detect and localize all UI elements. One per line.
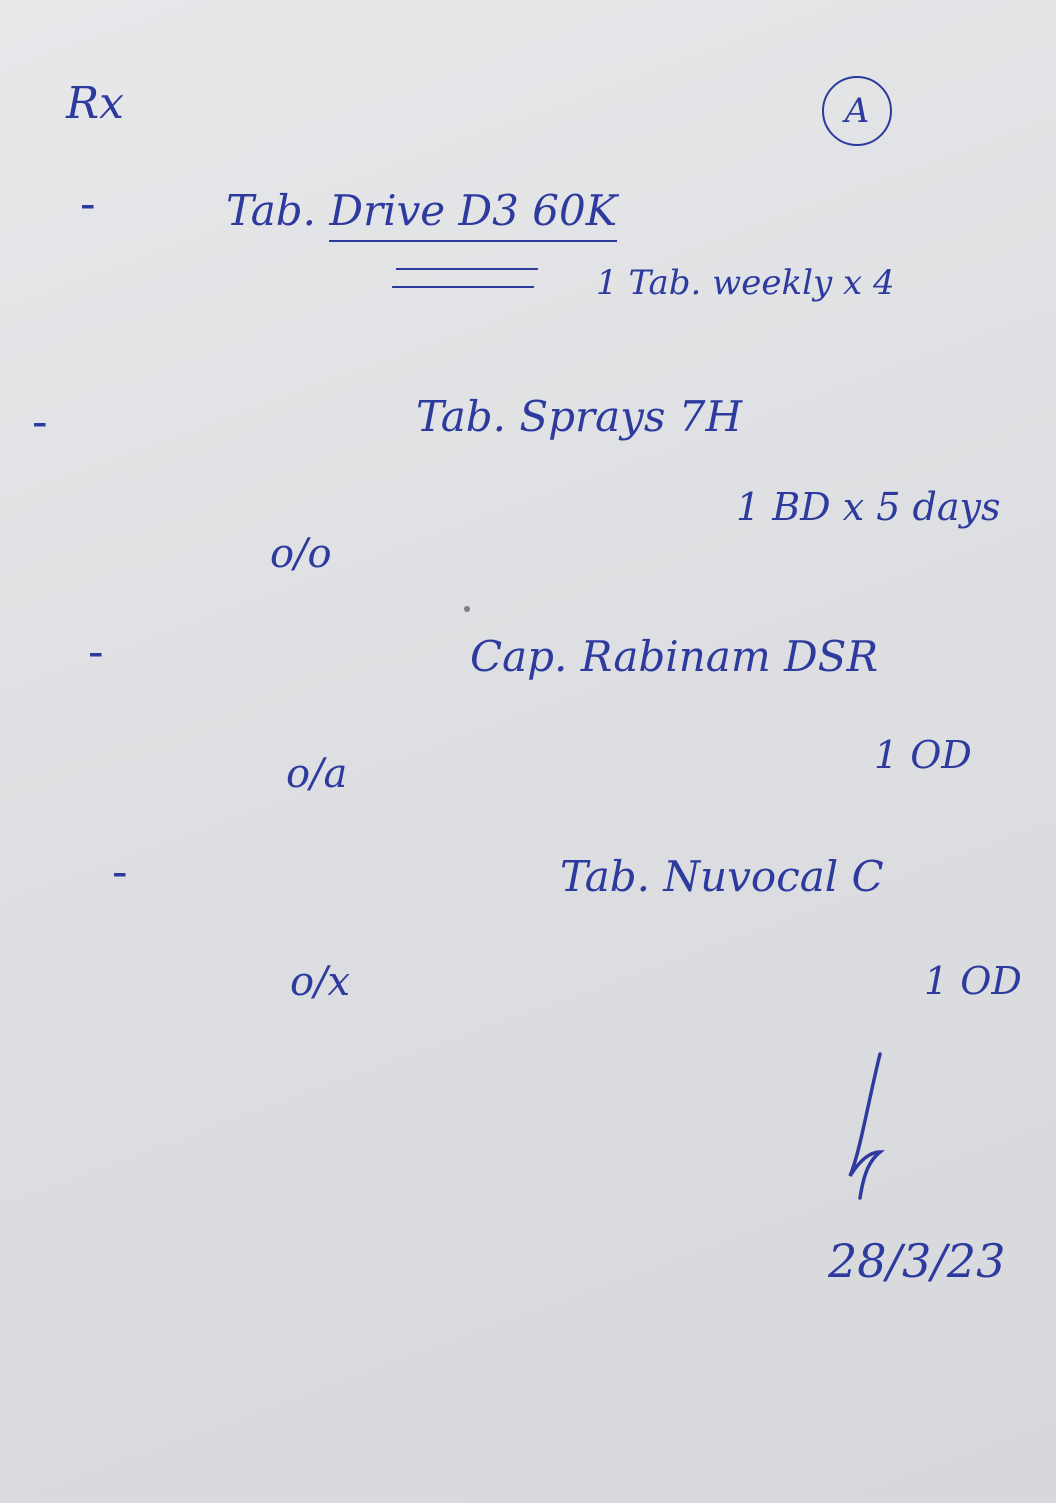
corner-mark: A: [844, 91, 870, 131]
item-3-form: Cap.: [470, 632, 568, 681]
item-3-note: o/a: [286, 751, 348, 797]
item-2-sig: 1 BD x 5 days: [736, 485, 1001, 529]
item-1-medicine: [226, 186, 618, 242]
item-2-marker: -: [32, 394, 48, 448]
item-4-medicine: [560, 852, 884, 901]
paper-speck: [464, 606, 470, 612]
item-1-name: Drive D3 60K: [329, 190, 617, 242]
item-1-form: Tab.: [226, 186, 317, 235]
item-3-medicine: [470, 632, 879, 681]
doctor-signature: [840, 1048, 900, 1208]
item-3-sig: 1 OD: [874, 733, 972, 777]
corner-mark-circle: [822, 76, 892, 146]
rx-symbol: Rx: [66, 78, 124, 129]
item-3-name: Rabinam DSR: [580, 632, 879, 681]
item-4-marker: -: [112, 844, 128, 898]
item-4-name: Nuvocal C: [663, 852, 884, 901]
item-2-note: o/o: [270, 531, 332, 577]
item-1-double-underline: [392, 268, 538, 288]
prescription-date: 28/3/23: [828, 1234, 1006, 1288]
item-2-name: Sprays 7H: [519, 392, 743, 441]
item-4-note: o/x: [290, 959, 351, 1005]
item-4-sig: 1 OD: [924, 959, 1022, 1003]
item-2-form: Tab.: [416, 392, 507, 441]
item-1-marker: -: [80, 176, 96, 230]
item-3-marker: -: [88, 624, 104, 678]
item-1-sig: 1 Tab. weekly x 4: [596, 263, 895, 303]
item-2-medicine: [416, 392, 743, 441]
item-4-form: Tab.: [560, 852, 651, 901]
